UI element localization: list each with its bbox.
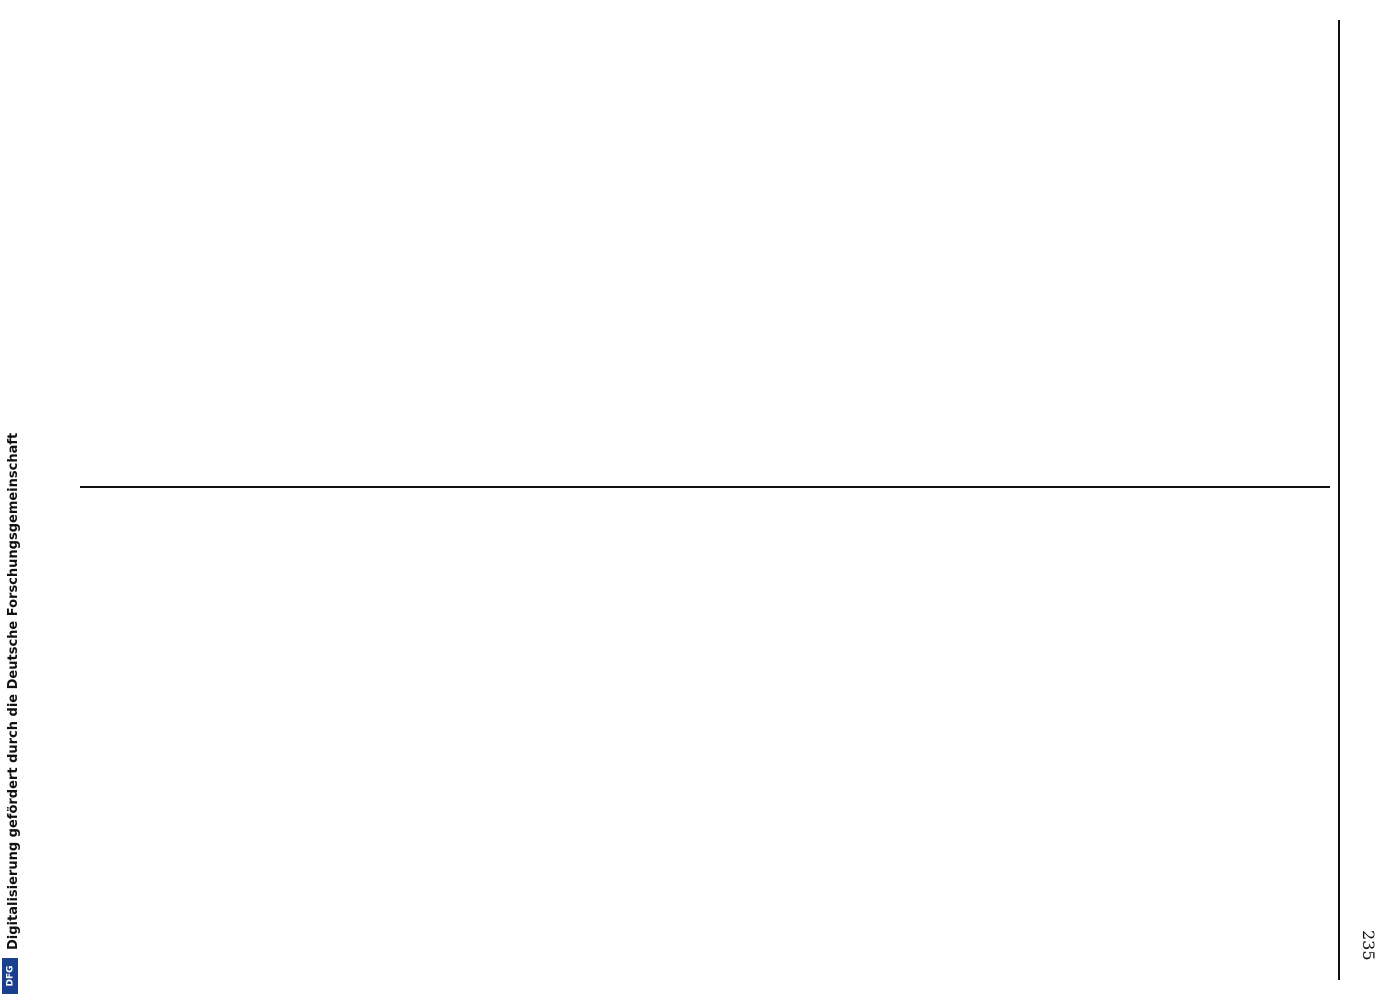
header-rule	[1338, 20, 1340, 980]
page-number: 235	[1359, 930, 1378, 961]
column-lower	[76, 504, 1326, 944]
digitization-credit: Digitalisierung gefördert durch die Deutsche Forschungsgemeinschaft	[6, 432, 21, 950]
dfg-logo: DFG	[2, 958, 18, 994]
column-upper	[76, 40, 1326, 480]
column-divider	[80, 486, 1330, 488]
